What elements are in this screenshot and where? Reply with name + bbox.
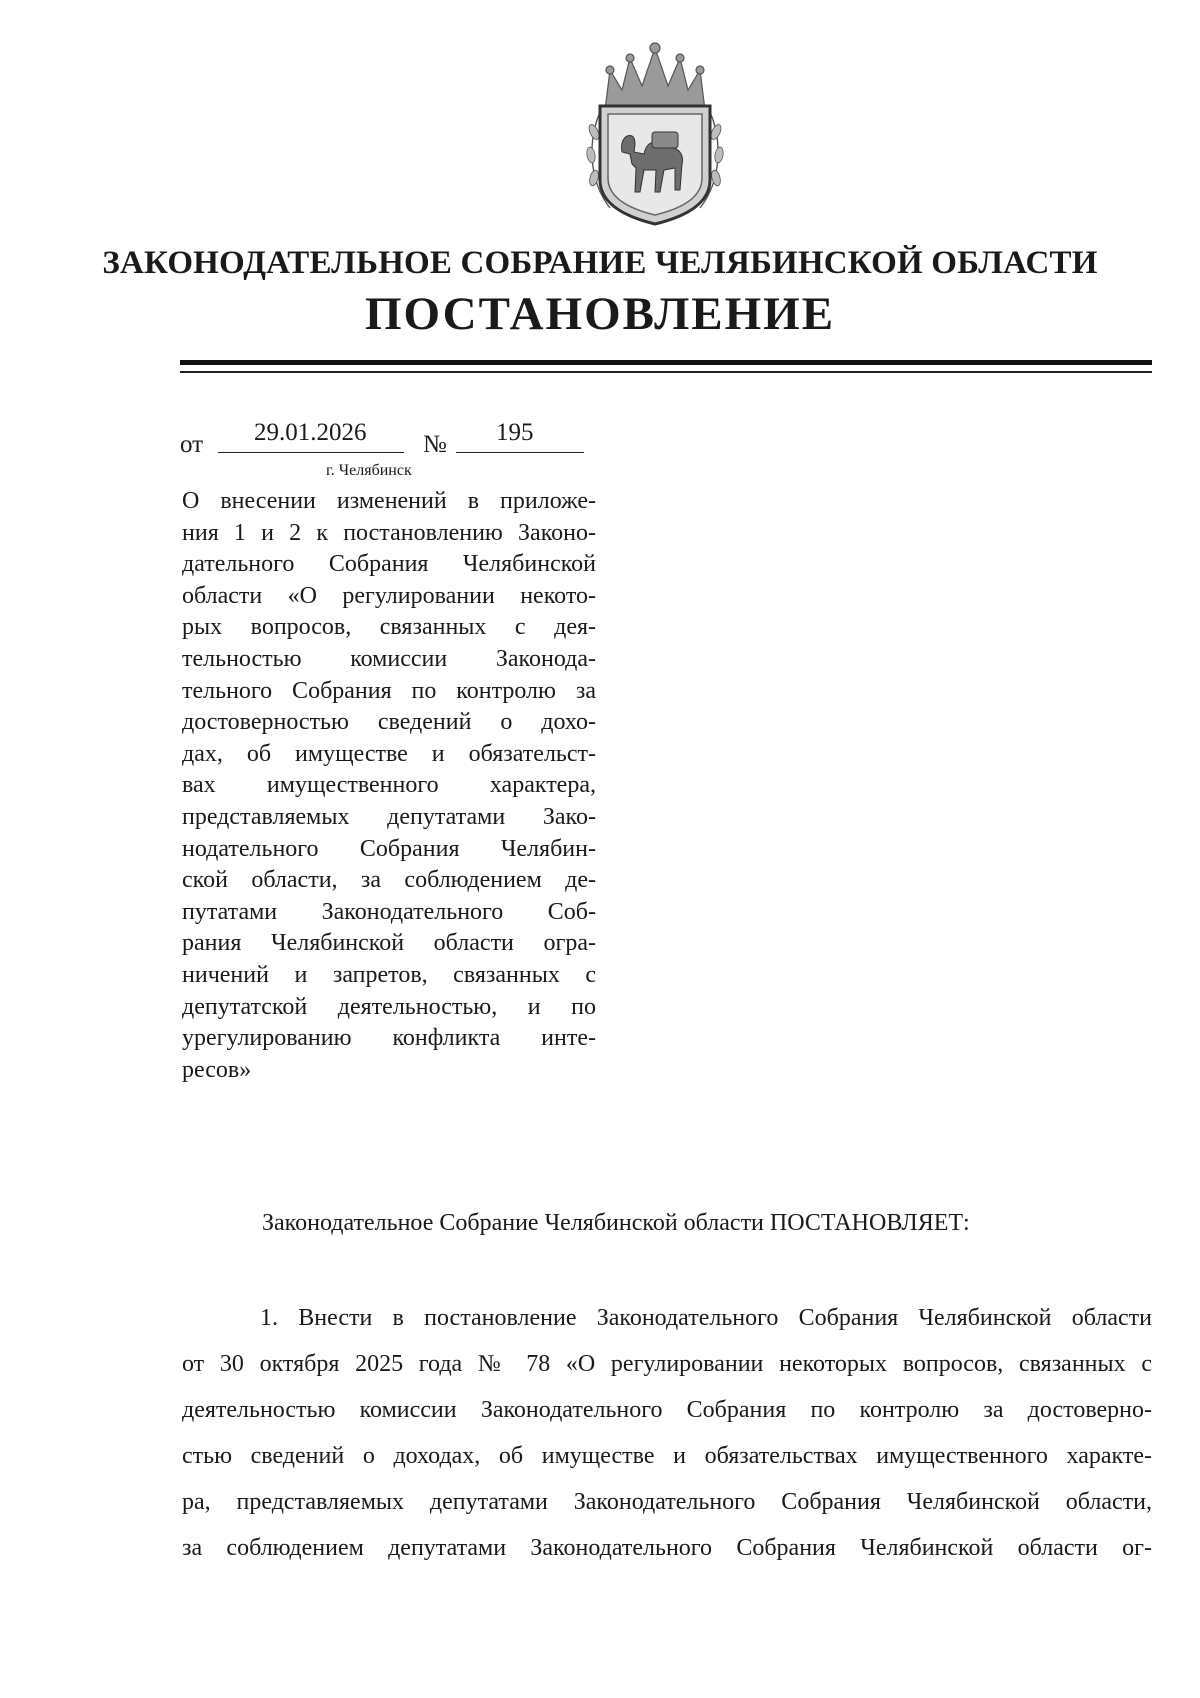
subject-line: ресов» [182,1056,252,1083]
header-rule-thick [180,360,1152,365]
paragraph-line: ра, представляемых депутатами Законодательного Собрания Челябинской области, [182,1489,1152,1515]
paragraph-line: стью сведений о доходах, об имуществе и обязательствах имущественного характе- [182,1443,1152,1469]
subject-line: ния 1 и 2 к постановлению Законо- [182,519,596,546]
date-underline [218,452,404,453]
subject-line: депутатской деятельностью, и по [182,993,596,1020]
subject-line: путатами Законодательного Соб- [182,898,596,925]
city-name: г. Челябинск [326,462,412,479]
subject-line: дах, об имуществе и обязательст- [182,740,596,767]
preamble-text: Законодательное Собрание Челябинской области ПОСТАНОВЛЯЕТ: [262,1210,970,1236]
subject-line: тельного Собрания по контролю за [182,677,596,704]
subject-line: дательного Собрания Челябинской [182,551,596,578]
subject-line: О внесении изменений в приложе- [182,488,596,514]
header-rule-thin [180,371,1152,373]
subject-line: тельностью комиссии Законода- [182,645,596,672]
number-underline [456,452,584,453]
subject-line: достоверностью сведений о дохо- [182,709,596,736]
subject-line: ской области, за соблюдением де- [182,867,596,894]
subject-line: рания Челябинской области огра- [182,930,596,957]
date-prefix: от [180,431,204,458]
organization-title: ЗАКОНОДАТЕЛЬНОЕ СОБРАНИЕ ЧЕЛЯБИНСКОЙ ОБЛАСТИ [102,245,1098,281]
subject-line: ничений и запретов, связанных с [182,961,596,988]
number-sign: № [423,431,447,458]
subject-line: урегулированию конфликта инте- [182,1025,596,1052]
paragraph-line: от 30 октября 2025 года № 78 «О регулировании некоторых вопросов, связанных с [182,1351,1152,1377]
paragraph-line: 1. Внести в постановление Законодательного Собрания Челябинской области [260,1305,1152,1331]
chelyabinsk-coat-of-arms-icon [560,40,750,230]
document-type-title: ПОСТАНОВЛЕНИЕ [364,288,836,340]
paragraph-1 [182,1295,1152,1571]
subject-line: вах имущественного характера, [182,772,596,799]
subject-line: рых вопросов, связанных с дея- [182,614,596,641]
subject-line: области «О регулировании некото- [182,582,596,609]
paragraph-line: деятельностью комиссии Законодательного Собрания по контролю за достоверно- [182,1397,1152,1423]
subject-line: нодательного Собрания Челябин- [182,835,596,862]
paragraph-line: за соблюдением депутатами Законодательного Собрания Челябинской области ог- [182,1535,1152,1561]
document-subject [182,486,596,1086]
subject-line: представляемых депутатами Зако- [182,803,596,830]
document-date: 29.01.2026 [254,419,367,446]
document-number: 195 [496,419,534,446]
